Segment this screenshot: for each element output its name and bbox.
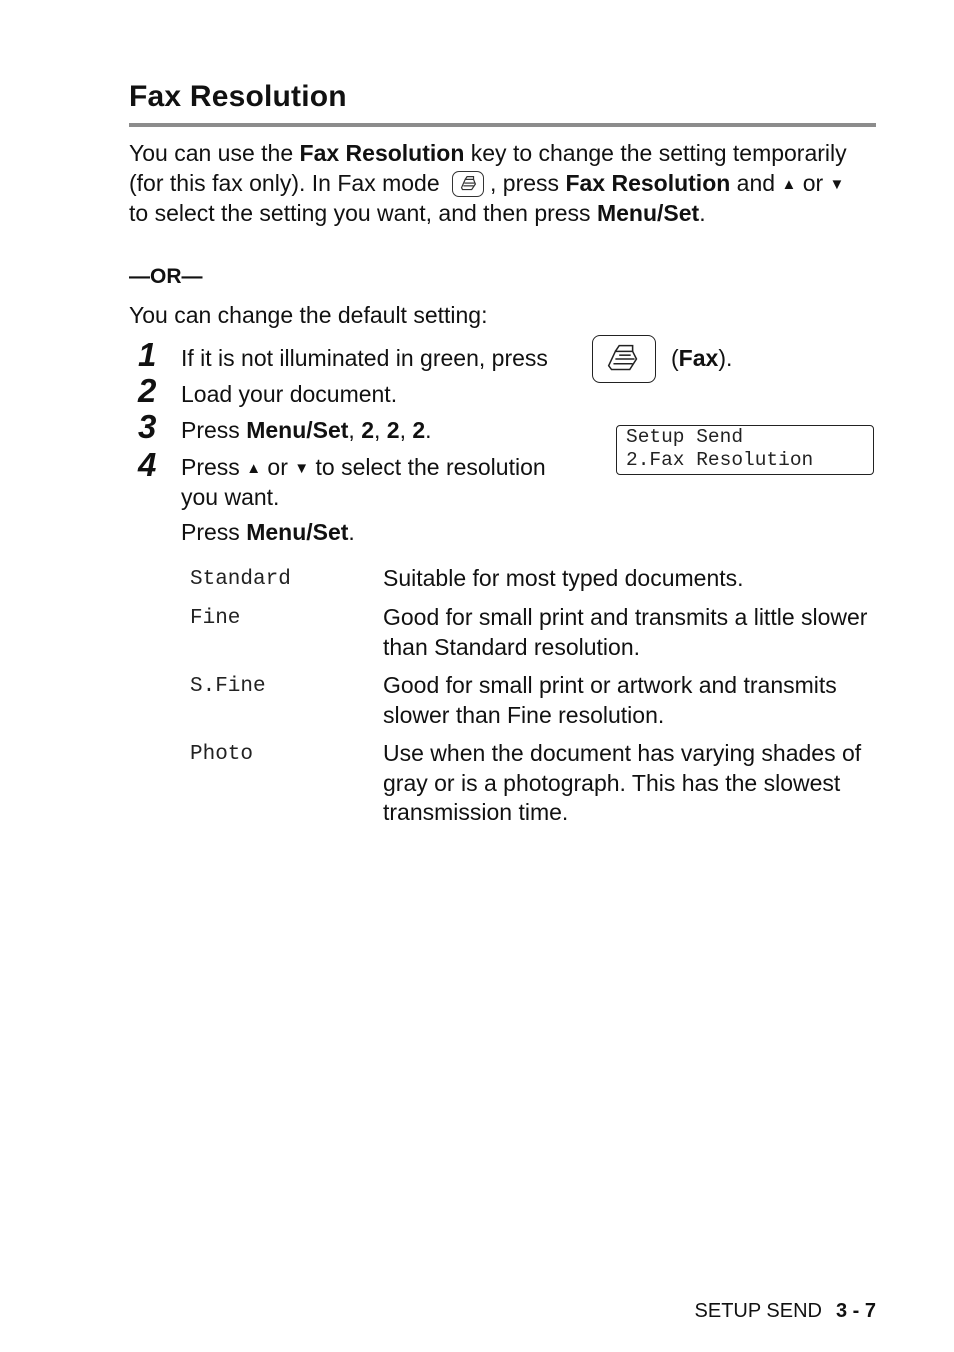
- fax-key-name: Fax: [678, 345, 719, 371]
- option-desc-standard: Suitable for most typed documents.: [383, 565, 744, 591]
- step-text: [181, 518, 601, 547]
- menu-set-key-name: Menu/Set: [596, 200, 700, 226]
- fax-key-label: [671, 344, 732, 373]
- or-separator: [129, 265, 203, 289]
- page-number: 3 - 7: [835, 1300, 876, 1322]
- step-text-part: ,: [399, 417, 413, 443]
- or-text: —OR—: [129, 265, 203, 288]
- title-rule: [129, 123, 876, 127]
- step-text: If it is not illuminated in green, press: [181, 345, 548, 371]
- option-name-standard: Standard: [190, 568, 291, 591]
- option-desc-sfine: Good for small print or artwork and transmits slower than Fine resolution.: [383, 672, 837, 728]
- menu-set-key-name: Menu/Set: [246, 519, 349, 545]
- step-text-part: Press: [181, 454, 247, 480]
- step-text: [181, 453, 581, 512]
- lcd-line: Setup Send: [626, 426, 744, 448]
- key-digit: 2: [361, 417, 374, 443]
- intro-paragraph: [129, 139, 849, 229]
- step-text: [181, 416, 601, 445]
- menu-set-key-name: Menu/Set: [246, 417, 349, 443]
- down-arrow-icon: ▼: [829, 175, 845, 193]
- option-name-sfine: S.Fine: [190, 675, 266, 698]
- step-number: 3: [138, 408, 157, 445]
- paren: ).: [718, 345, 733, 371]
- intro-text: or: [796, 169, 830, 196]
- page-title: Fax Resolution: [129, 80, 347, 113]
- step-text-part: Press: [181, 519, 247, 545]
- option-name-photo: Photo: [190, 743, 254, 766]
- step-text-part: Press: [181, 417, 247, 443]
- fax-mode-icon: [452, 171, 484, 197]
- footer-section: SETUP SEND: [694, 1300, 822, 1322]
- fax-key-icon: [592, 335, 656, 383]
- intro-text: key to change the setting temporarily (for this fax only). In Fax mode: [129, 140, 847, 196]
- step-text-part: or: [261, 454, 295, 480]
- step-text-part: ,: [374, 417, 387, 443]
- option-name-fine: Fine: [190, 607, 241, 630]
- step-text-part: .: [348, 519, 355, 545]
- page-footer: [695, 1300, 876, 1323]
- intro-text: and: [730, 169, 782, 196]
- step-number: 2: [138, 372, 157, 409]
- lcd-display: [616, 425, 874, 475]
- paren: (: [671, 345, 679, 371]
- lcd-line: 2.Fax Resolution: [626, 448, 814, 471]
- key-digit: 2: [386, 417, 400, 443]
- intro-text: You can use the: [129, 140, 300, 166]
- fax-resolution-key-name: Fax Resolution: [565, 169, 731, 196]
- step-text: Load your document.: [181, 381, 398, 407]
- down-arrow-icon: ▼: [294, 460, 310, 477]
- intro-text: to select the setting you want, and then press: [129, 200, 597, 226]
- fax-resolution-key-name: Fax Resolution: [299, 140, 465, 166]
- option-desc-photo: Use when the document has varying shades of gray or is a photograph. This has the slowest transmission time.: [383, 740, 862, 825]
- step-number: 4: [138, 446, 157, 483]
- intro-text: , press: [490, 169, 566, 196]
- intro-text: .: [699, 200, 706, 226]
- step-text-part: to select the resolution you want.: [181, 454, 546, 510]
- up-arrow-icon: ▲: [246, 460, 262, 477]
- up-arrow-icon: ▲: [781, 175, 797, 193]
- key-digit: 2: [412, 417, 426, 443]
- step-text-part: .: [425, 417, 432, 443]
- step-number: 1: [138, 336, 157, 373]
- default-setting-text: You can change the default setting:: [129, 302, 488, 328]
- step-text-part: ,: [348, 417, 362, 443]
- option-desc-fine: Good for small print and transmits a little slower than Standard resolution.: [383, 604, 868, 660]
